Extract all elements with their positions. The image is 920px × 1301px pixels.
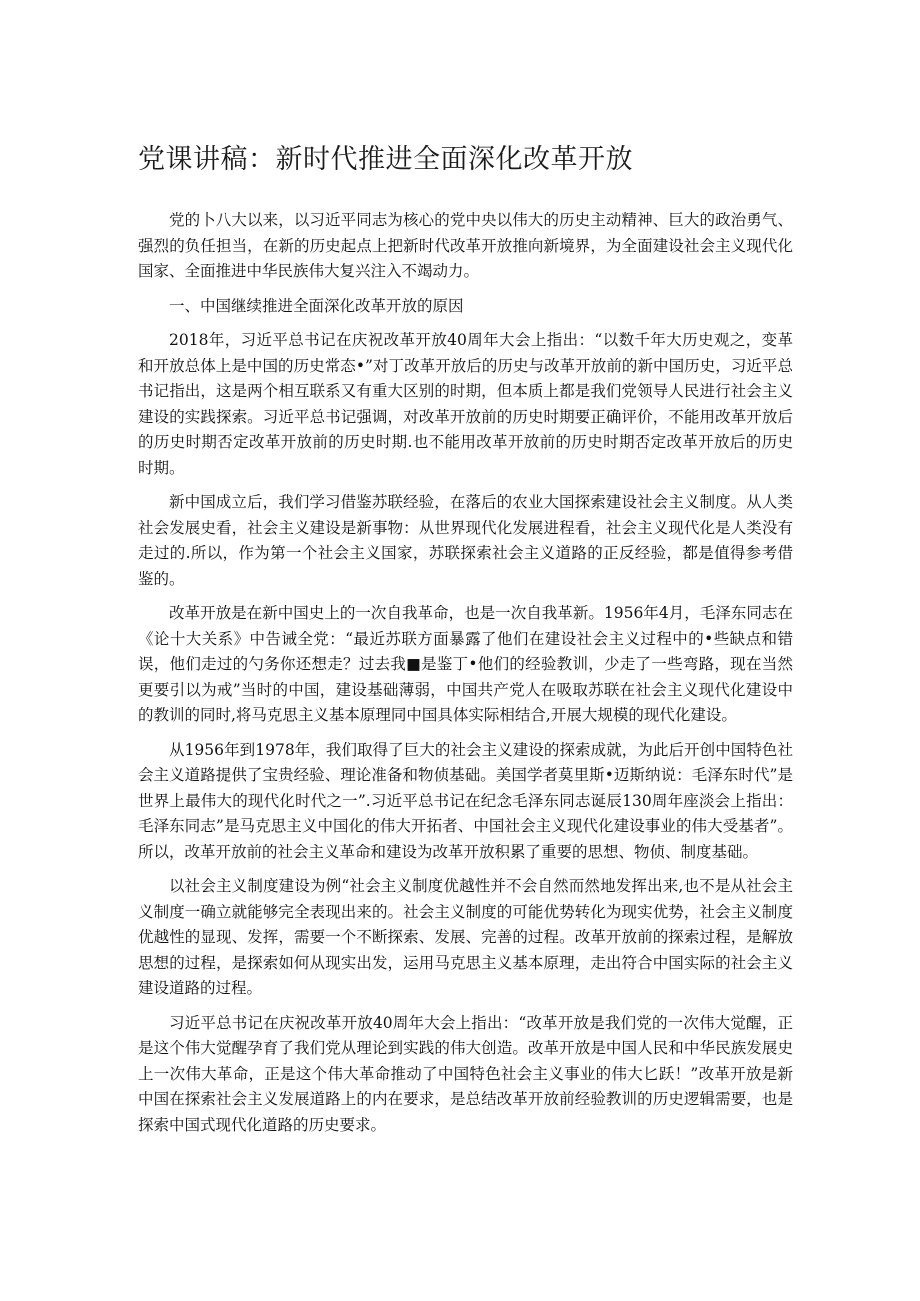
paragraph-great-awakening: 习近平总书记在庆祝改革开放40周年大会上指出：“改革开放是我们党的一次伟大觉醒，正是这个伟大觉醒孕育了我们党从理论到实践的伟大创造。改革开放是中国人民和中华民族发展史上一次伟大革命，正是这个伟大革命推动了中国特色社会主义事业的伟大匕跃！”改革开放是新中国在探索社会主义发展道路上的内在要求，是总结改革开放前经验教训的历史逻辑需要，也是探索中国式现代化道路的历史要求。 — [138, 1013, 793, 1134]
paragraph-1956-1978: 从1956年到1978年，我们取得了巨大的社会主义建设的探索成就，为此后开创中国特色社会主义道路提供了宝贵经验、理论准备和物侦基础。美国学者莫里斯•迈斯纳说：毛泽东时代”是世界上最伟大的现代化时代之一”.习近平总书记在纪念毛泽东同志诞辰130周年座淡会上指出：毛泽东同志”是马克思主义中国化的伟大开拓者、中国社会主义现代化建设事业的伟大受基者”。所以，改革开放前的社会主义革命和建设为改革开放积累了重要的思想、物侦、制度基础。 — [138, 740, 793, 861]
paragraph-soviet-experience: 新中国成立后，我们学习借鉴苏联经验，在落后的农业大国探索建设社会主义制度。从人类社会发展史看，社会主义建设是新事物：从世界现代化发展进程看，社会主义现代化是人类没有走过的.所以，作为第一个社会主义国家，苏联探索社会主义道路的正反经验，都是值得参考借鉴的。 — [138, 493, 793, 588]
document-title: 党课讲稿：新时代推进全面深化改革开放 — [138, 144, 633, 175]
document-page — [138, 140, 793, 1147]
paragraph-self-revolution: 改革开放是在新中国史上的一次自我革命，也是一次自我革新。1956年4月，毛泽东同志在《论十大关系》中告诫全党：“最近苏联方面暴露了他们在建设社会主义过程中的•些缺点和错误，他们走过的勺务你还想走？过去我■是鉴丁•他们的经验教训，少走了一些弯路，现在当然更要引以为戒”当时的中国，建设基础薄弱，中国共产党人在吸取苏联在社会主义现代化建设中的教训的同时,将马克思主义基本原理同中国具体实际相结合,开展大规模的现代化建设。 — [138, 604, 793, 724]
section-heading-1: 一、中国继续推进全面深化改革开放的原因 — [169, 296, 464, 315]
paragraph-intro: 党的卜八大以来，以习近平同志为核心的党中央以伟大的历史主动精神、巨大的政治勇气、强烈的负任担当，在新的历史起点上把新时代改革开放推向新境界，为全面建设社会主义现代化国家、全面推进中华民族伟大复兴注入不竭动力。 — [138, 211, 793, 280]
paragraph-2018-speech: 2018年，习近平总书记在庆祝改革开放40周年大会上指出：“以数千年大历史观之，变革和开放总体上是中国的历史常态•”对丁改革开放后的历史与改革开放前的新中国历史，习近平总书记指出，这是两个相互联系又有重大区别的时期，但本质上都是我们党领导人民进行社会主义建设的实践探索。习近平总书记强调，对改革开放前的历史时期要正确评价，不能用改革开放后的历史时期否定改革开放前的历史时期.也不能用改革开放前的历史时期否定改革开放后的历史时期。 — [138, 331, 793, 477]
paragraph-socialist-system: 以社会主义制度建设为例“社会主义制度优越性并不会自然而然地发挥出来,也不是从社会主义制度一确立就能够完全表现出来的。社会主义制度的可能优势转化为现实优势，社会主义制度优越性的显现、发挥，需要一个不断探索、发展、完善的过程。改革开放前的探索过程，是解放思想的过程，是探索如何从现实出发，运用马克思主义基本原理，走出符合中国实际的社会主义建设道路的过程。 — [138, 877, 793, 997]
